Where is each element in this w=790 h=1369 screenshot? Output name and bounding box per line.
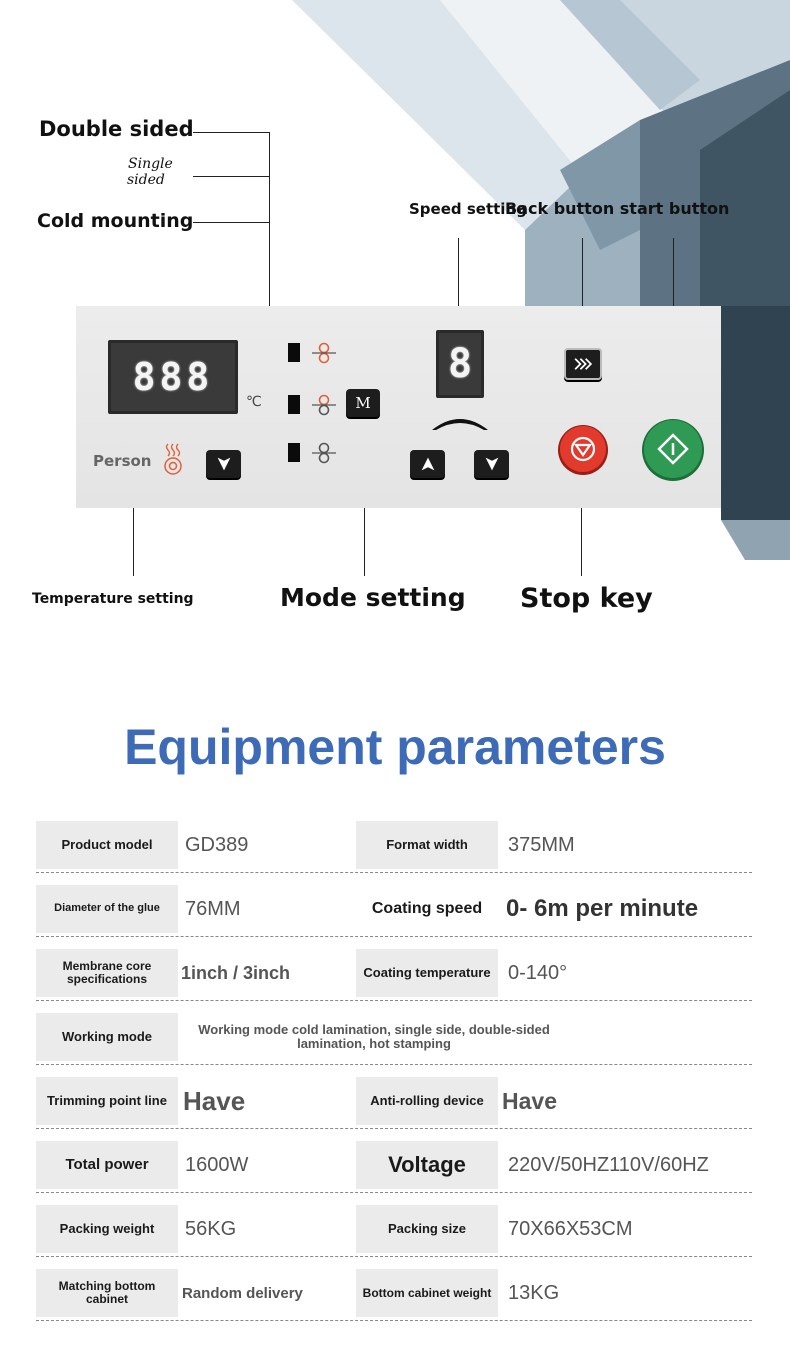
fast-forward-icon: [572, 357, 594, 371]
param-label: Voltage: [356, 1141, 498, 1189]
param-value: Have: [183, 1085, 246, 1116]
param-label: Coating speed: [371, 899, 483, 917]
param-value: 76MM: [185, 897, 241, 920]
single-roller-icon: [312, 394, 336, 416]
param-value: 0- 6m per minute: [506, 895, 699, 922]
param-label: Total power: [36, 1141, 178, 1189]
section-heading: Equipment parameters: [124, 719, 666, 775]
temperature-display: 888: [108, 340, 238, 414]
param-value: 1inch / 3inch: [181, 962, 291, 983]
callout-temperature-setting: Temperature setting: [32, 591, 194, 607]
param-label: Diameter of the glue: [36, 885, 178, 933]
param-value: 70X66X53CM: [508, 1217, 633, 1240]
callout-speed-setting: Speed setting: [409, 200, 527, 218]
arrow-down-icon: [216, 456, 232, 472]
param-label: Bottom cabinet weight: [356, 1269, 498, 1317]
param-value: Random delivery: [182, 1284, 303, 1302]
leader-line: [193, 132, 270, 133]
param-value: 56KG: [185, 1217, 237, 1240]
table-row: [36, 1013, 752, 1063]
leader-line: [193, 222, 270, 223]
callout-mode-setting: Mode setting: [280, 583, 466, 612]
param-value: Have: [502, 1087, 557, 1114]
speed-up-button[interactable]: [410, 450, 445, 478]
param-label: Membrane core specifications: [36, 949, 178, 997]
callout-double-sided: Double sided: [39, 117, 194, 141]
speed-arc-icon: [430, 410, 490, 432]
param-label: Working mode: [36, 1013, 178, 1061]
callout-back-start: Back button start button: [505, 199, 730, 218]
cold-roller-icon: [312, 442, 336, 464]
param-value: GD389: [185, 833, 249, 856]
led-single-sided: [288, 395, 300, 414]
param-label: Packing size: [356, 1205, 498, 1253]
control-panel: [76, 306, 721, 508]
led-double-sided: [288, 343, 300, 362]
table-row: [36, 1269, 752, 1319]
callout-cold-mounting: Cold mounting: [37, 210, 194, 232]
back-button[interactable]: [564, 348, 602, 380]
param-value: 375MM: [508, 833, 575, 856]
table-row: [36, 1205, 752, 1255]
param-label: Matching bottom cabinet: [36, 1269, 178, 1317]
table-row: [36, 1077, 752, 1127]
start-button[interactable]: [641, 418, 705, 482]
table-row: [36, 949, 752, 999]
param-label: Format width: [356, 821, 498, 869]
table-row: [36, 821, 752, 871]
table-row: [36, 885, 752, 935]
celsius-unit: ℃: [246, 394, 262, 410]
double-roller-icon: [312, 342, 336, 364]
callout-stop-key: Stop key: [520, 583, 653, 614]
temperature-down-button[interactable]: [206, 450, 241, 478]
param-value: 0-140°: [508, 961, 568, 984]
leader-line: [193, 176, 270, 177]
callout-single-sided-line2: sided: [127, 172, 165, 188]
callout-single-sided-line1: Single: [128, 156, 173, 172]
table-row: [36, 1141, 752, 1191]
param-label: Anti-rolling device: [356, 1077, 498, 1125]
param-label: Coating temperature: [356, 949, 498, 997]
param-value: 220V/50HZ110V/60HZ: [508, 1153, 709, 1176]
heater-icon: [160, 442, 186, 476]
param-label: Trimming point line: [36, 1077, 178, 1125]
param-value: 13KG: [508, 1281, 560, 1304]
param-value: Working mode cold lamination, single side, double-sided lamination, hot stamping: [198, 1022, 550, 1051]
mode-button[interactable]: M: [346, 389, 380, 417]
param-label: Packing weight: [36, 1205, 178, 1253]
arrow-up-icon: [420, 456, 436, 472]
param-value: 1600W: [185, 1153, 249, 1176]
person-label: Person: [93, 452, 152, 470]
speed-down-button[interactable]: [474, 450, 509, 478]
led-cold-mounting: [288, 443, 300, 462]
arrow-down-icon: [484, 456, 500, 472]
stop-button[interactable]: [557, 424, 609, 476]
speed-display: 8: [436, 330, 484, 398]
param-label: Product model: [36, 821, 178, 869]
